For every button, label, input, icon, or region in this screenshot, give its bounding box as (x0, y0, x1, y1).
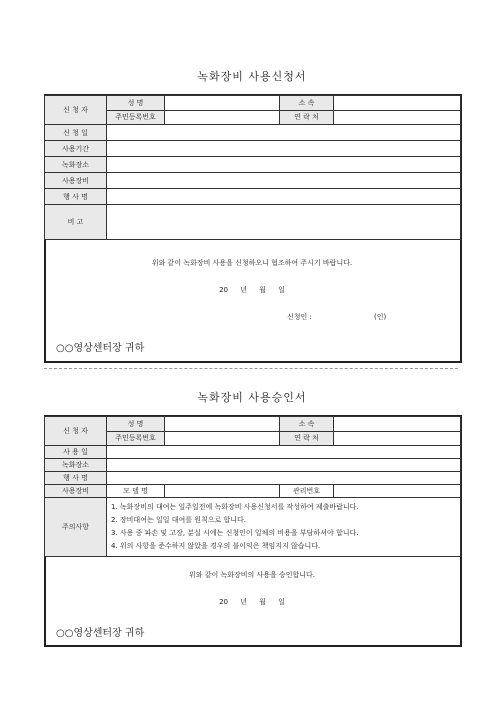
recording-location-label: 녹화장소 (45, 157, 107, 173)
note-item: 1. 녹화장비의 대여는 일주일전에 녹화장비 사용신청서를 작성하여 제출바랍니다. (111, 503, 359, 511)
equipment-label: 사용장비 (45, 173, 107, 189)
usage-date-field[interactable] (107, 446, 461, 459)
remarks-field[interactable] (107, 205, 461, 240)
signer-label: 신청인 : (287, 313, 312, 321)
affiliation-field[interactable] (334, 96, 461, 111)
notes-label: 주의사항 (45, 498, 107, 557)
application-title: 녹화장비 사용신청서 (197, 70, 307, 83)
model-name-field[interactable] (165, 485, 280, 498)
approval-event-field[interactable] (107, 472, 461, 485)
affiliation-label: 소 속 (280, 96, 334, 111)
name-label: 성 명 (107, 96, 165, 111)
approval-name-field[interactable] (165, 417, 280, 432)
note-item: 3. 사용 중 파손 및 고장, 분실 시에는 신청인이 일체의 비용을 부담하셔야 합니다. (111, 529, 359, 537)
approval-statement: 위와 같이 녹화장비의 사용을 승인합니다. (188, 571, 316, 579)
section-divider (44, 368, 458, 369)
applicant-label: 신 청 자 (45, 96, 107, 125)
id-number-label: 주민등록번호 (107, 110, 165, 125)
approval-id-number-label: 주민등록번호 (107, 431, 165, 446)
approval-applicant-label: 신 청 자 (45, 417, 107, 446)
approval-recipient: ○○영상센터장 귀하 (56, 628, 145, 639)
application-date-label: 신 청 일 (45, 125, 107, 141)
usage-date-label: 사 용 일 (45, 446, 107, 459)
approval-contact-label: 연 락 처 (280, 431, 334, 446)
event-name-field[interactable] (107, 189, 461, 205)
application-table (44, 95, 461, 240)
seal-label: (인) (374, 313, 387, 321)
management-number-field[interactable] (334, 485, 461, 498)
application-date-field[interactable] (107, 125, 461, 141)
usage-period-label: 사용기간 (45, 141, 107, 157)
note-item: 4. 위의 사항을 준수하지 않았을 경우의 불이익은 책임지지 않습니다. (111, 542, 321, 550)
approval-date-line: 20 년 월 일 (219, 598, 285, 606)
id-number-field[interactable] (165, 110, 280, 125)
contact-label: 연 락 처 (280, 110, 334, 125)
model-name-label: 모 델 명 (107, 485, 165, 498)
approval-name-label: 성 명 (107, 417, 165, 432)
approval-affiliation-field[interactable] (334, 417, 461, 432)
management-number-label: 관리번호 (280, 485, 334, 498)
contact-field[interactable] (334, 110, 461, 125)
event-name-label: 행 사 명 (45, 189, 107, 205)
application-statement: 위와 같이 녹화장비 사용을 신청하오니 협조하여 주시기 바랍니다. (151, 259, 353, 267)
usage-period-field[interactable] (107, 141, 461, 157)
application-date-line: 20 년 월 일 (219, 286, 285, 294)
equipment-field[interactable] (107, 173, 461, 189)
application-recipient: ○○영상센터장 귀하 (56, 343, 145, 354)
approval-affiliation-label: 소 속 (280, 417, 334, 432)
approval-event-label: 행 사 명 (45, 472, 107, 485)
remarks-label: 비 고 (45, 205, 107, 240)
approval-contact-field[interactable] (334, 431, 461, 446)
approval-table (44, 416, 461, 557)
approval-location-label: 녹화장소 (45, 459, 107, 472)
approval-id-number-field[interactable] (165, 431, 280, 446)
name-field[interactable] (165, 96, 280, 111)
approval-location-field[interactable] (107, 459, 461, 472)
approval-equipment-label: 사용장비 (45, 485, 107, 498)
approval-title: 녹화장비 사용승인서 (197, 391, 307, 404)
note-item: 2. 장비대여는 일일 대여를 원칙으로 합니다. (111, 516, 246, 524)
notes-list (107, 498, 461, 557)
recording-location-field[interactable] (107, 157, 461, 173)
